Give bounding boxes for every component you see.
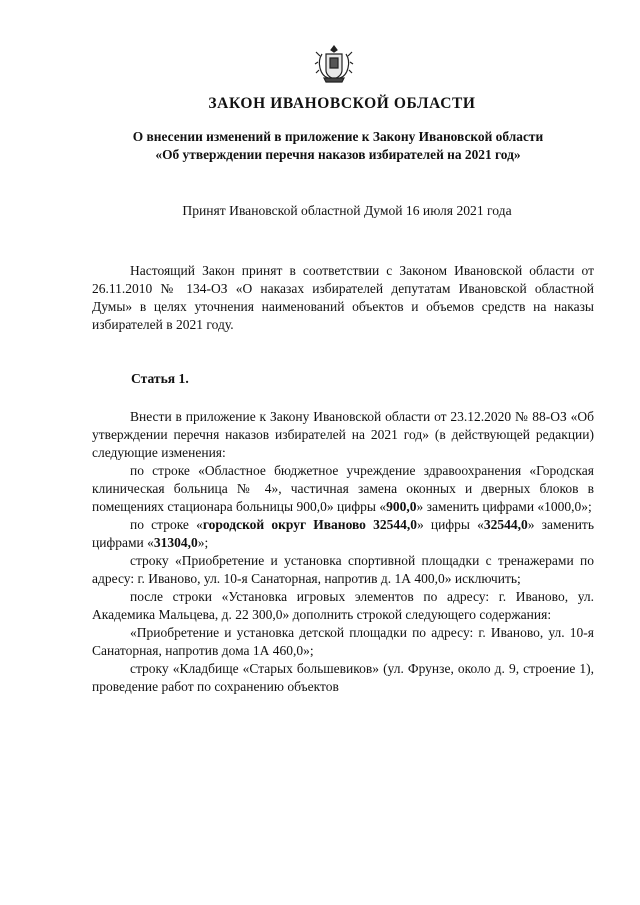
article-body — [92, 408, 594, 696]
article-intro: Внести в приложение к Закону Ивановской области от 23.12.2020 № 88-ОЗ «Об утверждении перечня наказов избирателей на 2021 год» (в действующей редакции) следующие изменения: — [92, 409, 594, 460]
item-1-bold-value: 900,0 — [386, 499, 417, 514]
item-2-bold-row: городской округ Иваново 32544,0 — [202, 517, 417, 532]
law-subtitle — [60, 128, 616, 164]
item-1-text: по строке «Областное бюджетное учреждение здравоохранения «Городская клиническая больница № 4», частичная замена оконных и дверных блоков в помещениях стационара больницы 900,0» цифры « — [92, 463, 594, 514]
amendment-item-6: строку «Кладбище «Старых большевиков» (ул. Фрунзе, около д. 9, строение 1), проведение работ по сохранению объектов — [92, 661, 594, 694]
amendment-item-4: после строки «Установка игровых элементов по адресу: г. Иваново, ул. Академика Мальцева, д. 22 300,0» дополнить строкой следующего содержания: — [92, 589, 594, 622]
amendment-item-3: строку «Приобретение и установка спортивной площадки с тренажерами по адресу: г. Иваново, ул. 10-я Санаторная, напротив д. 1А 400,0» исключить; — [92, 553, 594, 586]
item-2-text-g: »; — [197, 535, 209, 550]
preamble-paragraph: Настоящий Закон принят в соответствии с Законом Ивановской области от 26.11.2010 № 134-ОЗ «О наказах избирателей депутатам Ивановской областной Думы» в целях уточнения наименований объектов и объемов средств на наказы избирателей в 2021 году. — [92, 263, 594, 332]
amendment-item-1 — [92, 462, 594, 516]
article-heading: Статья 1. — [131, 371, 189, 386]
adoption-note: Принят Ивановской областной Думой 16 июля 2021 года — [182, 203, 512, 218]
subtitle-line-1: О внесении изменений в приложение к Закону Ивановской области — [132, 129, 544, 144]
law-title: ЗАКОН ИВАНОВСКОЙ ОБЛАСТИ — [208, 95, 476, 112]
item-1-text-end: » заменить цифрами «1000,0»; — [416, 499, 592, 514]
item-2-text-c: » цифры « — [416, 517, 484, 532]
subtitle-line-2: «Об утверждении перечня наказов избирателей на 2021 год» — [155, 147, 521, 162]
item-2-bold-old-value: 32544,0 — [483, 517, 528, 532]
item-2-bold-new-value: 31304,0 — [153, 535, 198, 550]
amendment-item-5: «Приобретение и установка детской площадки по адресу: г. Иваново, ул. 10-я Санаторная, напротив дома 1А 460,0»; — [92, 625, 594, 658]
preamble-block — [92, 262, 594, 334]
item-2-text-e: » заменить цифрами « — [92, 517, 594, 550]
amendment-item-2 — [92, 516, 594, 552]
item-2-text-a: по строке « — [130, 517, 203, 532]
coat-of-arms-icon — [314, 42, 354, 84]
